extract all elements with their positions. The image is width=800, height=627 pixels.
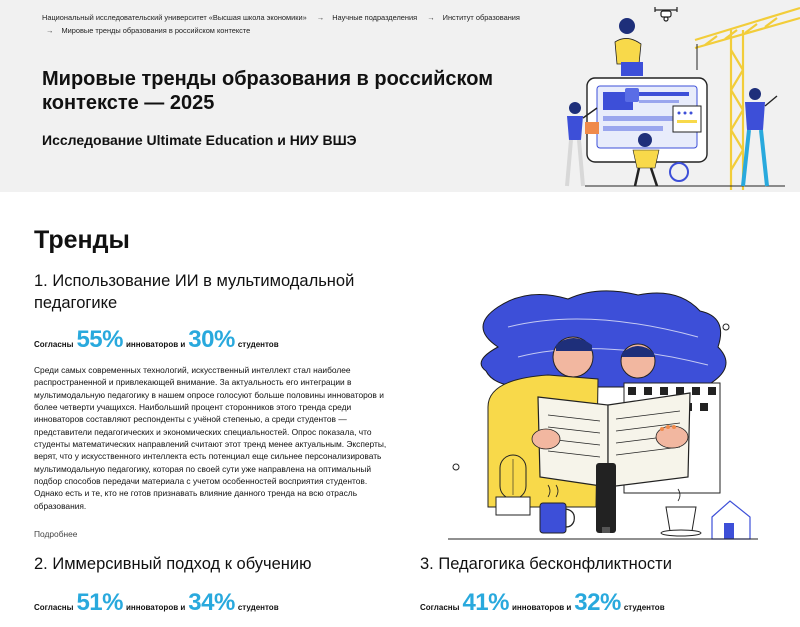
reading-together-illustration xyxy=(428,287,768,545)
page-title: Мировые тренды образования в российском контексте — 2025 xyxy=(42,68,494,114)
breadcrumb-arrow-icon: → xyxy=(427,13,435,22)
education-team-illustration xyxy=(545,0,800,192)
trend-1-stats xyxy=(34,326,279,354)
hero-banner xyxy=(0,0,800,192)
cactus-icon xyxy=(496,455,530,515)
person-right-icon xyxy=(743,88,777,186)
students-label: студентов xyxy=(237,603,279,612)
agree-label: Согласны xyxy=(34,340,74,349)
agree-label: Согласны xyxy=(34,603,74,612)
students-label: студентов xyxy=(623,603,665,612)
students-percent: 32% xyxy=(574,589,621,616)
trend-3-title: 3. Педагогика бесконфликтности xyxy=(420,555,672,573)
students-label: студентов xyxy=(237,340,279,349)
house-icon xyxy=(712,501,750,539)
trend-2-stats xyxy=(34,589,279,617)
breadcrumb-arrow-icon: → xyxy=(46,26,54,35)
innovators-label: инноваторов и xyxy=(126,340,186,349)
breadcrumb xyxy=(42,11,532,37)
agree-label: Согласны xyxy=(420,603,460,612)
innovators-percent: 55% xyxy=(76,326,123,353)
breadcrumb-item-current: Мировые тренды образования в российском контексте xyxy=(61,26,251,35)
coffee-maker-icon xyxy=(596,463,616,533)
hair-cloud-shape xyxy=(481,291,726,392)
breadcrumb-item-hse[interactable]: Национальный исследовательский университет «Высшая школа экономики» xyxy=(42,13,307,22)
innovators-label: инноваторов и xyxy=(512,603,572,612)
breadcrumb-arrow-icon: → xyxy=(316,13,325,22)
students-percent: 34% xyxy=(188,589,235,616)
coffee-cup-icon xyxy=(661,489,701,536)
breadcrumb-item-institute[interactable]: Институт образования xyxy=(442,13,520,22)
read-more-link[interactable]: Подробнее xyxy=(34,529,78,539)
innovators-label: инноваторов и xyxy=(126,603,186,612)
innovators-percent: 41% xyxy=(462,589,509,616)
drone-icon xyxy=(655,7,677,21)
trend-1-description: Среди самых современных технологий, искусственный интеллект стал наиболее распространенной и привлекающей внимание. За актуальность его интеграции в мультимодальную педагогику в нашем опросе голосуют больше половины инноваторов и более четверти учащихся. Наибольший процент сторонников этого тренда среди инноваторов составляют респонденты с учёной степенью, а среди студентов — представители педагогических и экономических специальностей. Опрос показала, что студенты математических направлений считают этот тренд менее актуальным. Эксперты, верят, что у искусственного интеллекта есть потенциал еще сильнее персонализировать мультимодальную педагогику, которая по своей сути уже направлена на оптимальный подбор способов передачи материала с учетом особенностей восприятия студентов. Однако есть и те, кто не готов признавать влияние данного тренда на всю отрасль образования. xyxy=(34,365,387,511)
breadcrumb-item-research-units[interactable]: Научные подразделения xyxy=(332,13,418,22)
trends-heading: Тренды xyxy=(34,226,130,254)
page-subtitle: Исследование Ultimate Education и НИУ ВШЭ xyxy=(42,132,357,148)
trend-2-title: 2. Иммерсивный подход к обучению xyxy=(34,555,312,573)
trend-3-stats xyxy=(420,589,665,617)
innovators-percent: 51% xyxy=(76,589,123,616)
students-percent: 30% xyxy=(188,326,235,353)
trend-1-title: 1. Использование ИИ в мультимодальной педагогике xyxy=(34,272,355,312)
